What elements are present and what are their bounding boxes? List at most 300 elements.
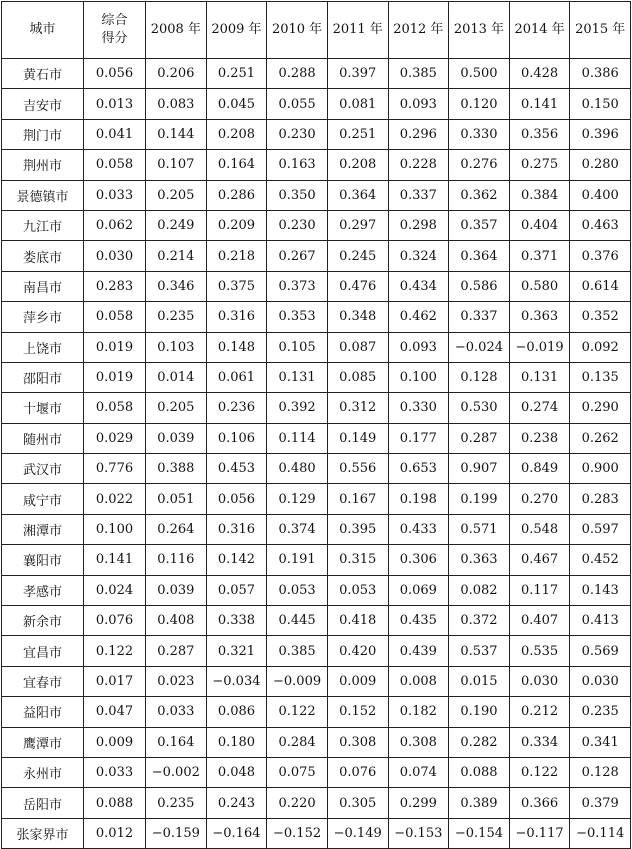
score-cell: 0.041 xyxy=(84,119,146,149)
year-value-cell: 0.308 xyxy=(388,727,449,757)
table-row xyxy=(2,89,631,119)
year-value-cell: 0.580 xyxy=(509,271,570,301)
year-value-cell: 0.243 xyxy=(206,788,267,818)
score-cell: 0.030 xyxy=(84,241,146,271)
year-value-cell: 0.400 xyxy=(570,180,631,210)
year-value-cell: 0.251 xyxy=(327,119,388,149)
year-value-cell: 0.180 xyxy=(206,727,267,757)
year-value-cell: 0.597 xyxy=(570,514,631,544)
year-value-cell: 0.033 xyxy=(146,697,207,727)
score-cell: 0.009 xyxy=(84,727,146,757)
year-value-cell: 0.206 xyxy=(146,59,207,89)
year-value-cell: 0.128 xyxy=(449,362,510,392)
year-value-cell: 0.321 xyxy=(206,636,267,666)
score-cell: 0.100 xyxy=(84,514,146,544)
year-value-cell: 0.198 xyxy=(388,484,449,514)
score-cell: 0.058 xyxy=(84,302,146,332)
year-value-cell: 0.106 xyxy=(206,423,267,453)
year-value-cell: 0.131 xyxy=(509,362,570,392)
year-value-cell: 0.051 xyxy=(146,484,207,514)
year-value-cell: 0.338 xyxy=(206,606,267,636)
table-row xyxy=(2,727,631,757)
year-value-cell: 0.056 xyxy=(206,484,267,514)
year-value-cell: 0.117 xyxy=(509,575,570,605)
year-value-cell: 0.023 xyxy=(146,666,207,696)
year-value-cell: 0.048 xyxy=(206,757,267,787)
year-value-cell: 0.235 xyxy=(146,788,207,818)
year-value-cell: 0.008 xyxy=(388,666,449,696)
year-value-cell: 0.363 xyxy=(509,302,570,332)
year-value-cell: 0.092 xyxy=(570,332,631,362)
year-value-cell: 0.280 xyxy=(570,150,631,180)
table-row xyxy=(2,606,631,636)
year-value-cell: 0.500 xyxy=(449,59,510,89)
year-value-cell: 0.236 xyxy=(206,393,267,423)
year-value-cell: 0.015 xyxy=(449,666,510,696)
year-value-cell: 0.209 xyxy=(206,210,267,240)
year-value-cell: 0.374 xyxy=(267,514,328,544)
year-value-cell: 0.337 xyxy=(449,302,510,332)
year-value-cell: 0.030 xyxy=(509,666,570,696)
year-value-cell: 0.191 xyxy=(267,545,328,575)
year-value-cell: −0.149 xyxy=(327,818,388,848)
year-value-cell: 0.404 xyxy=(509,210,570,240)
year-value-cell: 0.306 xyxy=(388,545,449,575)
city-cell: 襄阳市 xyxy=(2,545,84,575)
year-value-cell: 0.167 xyxy=(327,484,388,514)
year-value-cell: 0.463 xyxy=(570,210,631,240)
year-value-cell: 0.283 xyxy=(570,484,631,514)
year-value-cell: 0.284 xyxy=(267,727,328,757)
year-value-cell: 0.164 xyxy=(206,150,267,180)
year-value-cell: 0.030 xyxy=(570,666,631,696)
year-value-cell: 0.122 xyxy=(267,697,328,727)
year-value-cell: 0.164 xyxy=(146,727,207,757)
table-row xyxy=(2,241,631,271)
year-value-cell: 0.296 xyxy=(388,119,449,149)
city-cell: 新余市 xyxy=(2,606,84,636)
table-row xyxy=(2,514,631,544)
score-cell: 0.017 xyxy=(84,666,146,696)
year-value-cell: 0.571 xyxy=(449,514,510,544)
year-value-cell: 0.135 xyxy=(570,362,631,392)
year-value-cell: 0.357 xyxy=(449,210,510,240)
year-value-cell: 0.238 xyxy=(509,423,570,453)
city-cell: 鹰潭市 xyxy=(2,727,84,757)
year-value-cell: 0.556 xyxy=(327,454,388,484)
year-value-cell: 0.177 xyxy=(388,423,449,453)
year-value-cell: 0.408 xyxy=(146,606,207,636)
score-cell: 0.062 xyxy=(84,210,146,240)
year-value-cell: 0.297 xyxy=(327,210,388,240)
year-value-cell: 0.152 xyxy=(327,697,388,727)
city-cell: 上饶市 xyxy=(2,332,84,362)
year-value-cell: −0.159 xyxy=(146,818,207,848)
score-cell: 0.776 xyxy=(84,454,146,484)
city-cell: 湘潭市 xyxy=(2,514,84,544)
year-value-cell: 0.235 xyxy=(146,302,207,332)
city-cell: 景德镇市 xyxy=(2,180,84,210)
year-value-cell: 0.384 xyxy=(509,180,570,210)
year-value-cell: 0.445 xyxy=(267,606,328,636)
header-year: 2011 年 xyxy=(327,2,388,59)
year-value-cell: 0.330 xyxy=(388,393,449,423)
year-value-cell: 0.014 xyxy=(146,362,207,392)
score-cell: 0.076 xyxy=(84,606,146,636)
year-value-cell: 0.148 xyxy=(206,332,267,362)
year-value-cell: 0.053 xyxy=(267,575,328,605)
year-value-cell: 0.039 xyxy=(146,423,207,453)
year-value-cell: −0.117 xyxy=(509,818,570,848)
year-value-cell: 0.375 xyxy=(206,271,267,301)
city-cell: 南昌市 xyxy=(2,271,84,301)
year-value-cell: 0.057 xyxy=(206,575,267,605)
year-value-cell: −0.002 xyxy=(146,757,207,787)
city-cell: 九江市 xyxy=(2,210,84,240)
year-value-cell: 0.467 xyxy=(509,545,570,575)
year-value-cell: 0.364 xyxy=(449,241,510,271)
table-row xyxy=(2,393,631,423)
year-value-cell: 0.537 xyxy=(449,636,510,666)
year-value-cell: −0.024 xyxy=(449,332,510,362)
score-cell: 0.047 xyxy=(84,697,146,727)
year-value-cell: −0.164 xyxy=(206,818,267,848)
year-value-cell: 0.262 xyxy=(570,423,631,453)
score-cell: 0.019 xyxy=(84,362,146,392)
score-cell: 0.122 xyxy=(84,636,146,666)
table-body xyxy=(2,59,631,849)
year-value-cell: 0.093 xyxy=(388,89,449,119)
year-value-cell: 0.122 xyxy=(509,757,570,787)
year-value-cell: −0.009 xyxy=(267,666,328,696)
score-cell: 0.029 xyxy=(84,423,146,453)
year-value-cell: −0.019 xyxy=(509,332,570,362)
score-cell: 0.024 xyxy=(84,575,146,605)
year-value-cell: −0.152 xyxy=(267,818,328,848)
year-value-cell: 0.316 xyxy=(206,302,267,332)
year-value-cell: 0.435 xyxy=(388,606,449,636)
year-value-cell: 0.214 xyxy=(146,241,207,271)
year-value-cell: 0.093 xyxy=(388,332,449,362)
year-value-cell: 0.245 xyxy=(327,241,388,271)
city-cell: 吉安市 xyxy=(2,89,84,119)
year-value-cell: 0.462 xyxy=(388,302,449,332)
year-value-cell: −0.114 xyxy=(570,818,631,848)
year-value-cell: 0.308 xyxy=(327,727,388,757)
year-value-cell: 0.530 xyxy=(449,393,510,423)
year-value-cell: 0.433 xyxy=(388,514,449,544)
score-cell: 0.141 xyxy=(84,545,146,575)
table-row xyxy=(2,150,631,180)
year-value-cell: 0.163 xyxy=(267,150,328,180)
score-cell: 0.013 xyxy=(84,89,146,119)
year-value-cell: 0.107 xyxy=(146,150,207,180)
year-value-cell: 0.389 xyxy=(449,788,510,818)
city-cell: 武汉市 xyxy=(2,454,84,484)
year-value-cell: 0.395 xyxy=(327,514,388,544)
year-value-cell: 0.407 xyxy=(509,606,570,636)
year-value-cell: 0.270 xyxy=(509,484,570,514)
year-value-cell: 0.143 xyxy=(570,575,631,605)
year-value-cell: 0.385 xyxy=(267,636,328,666)
year-value-cell: 0.249 xyxy=(146,210,207,240)
table-row xyxy=(2,332,631,362)
year-value-cell: 0.287 xyxy=(449,423,510,453)
year-value-cell: 0.082 xyxy=(449,575,510,605)
city-cell: 咸宁市 xyxy=(2,484,84,514)
year-value-cell: 0.428 xyxy=(509,59,570,89)
year-value-cell: 0.586 xyxy=(449,271,510,301)
year-value-cell: 0.081 xyxy=(327,89,388,119)
year-value-cell: 0.087 xyxy=(327,332,388,362)
year-value-cell: 0.373 xyxy=(267,271,328,301)
year-value-cell: 0.418 xyxy=(327,606,388,636)
table-row xyxy=(2,210,631,240)
year-value-cell: 0.190 xyxy=(449,697,510,727)
year-value-cell: 0.569 xyxy=(570,636,631,666)
year-value-cell: 0.276 xyxy=(449,150,510,180)
year-value-cell: 0.128 xyxy=(570,757,631,787)
year-value-cell: 0.299 xyxy=(388,788,449,818)
year-value-cell: 0.235 xyxy=(570,697,631,727)
city-cell: 张家界市 xyxy=(2,818,84,848)
city-cell: 十堰市 xyxy=(2,393,84,423)
city-cell: 荆州市 xyxy=(2,150,84,180)
year-value-cell: 0.305 xyxy=(327,788,388,818)
year-value-cell: 0.055 xyxy=(267,89,328,119)
year-value-cell: 0.039 xyxy=(146,575,207,605)
table-row xyxy=(2,302,631,332)
year-value-cell: 0.341 xyxy=(570,727,631,757)
year-value-cell: 0.267 xyxy=(267,241,328,271)
year-value-cell: 0.205 xyxy=(146,393,207,423)
year-value-cell: 0.218 xyxy=(206,241,267,271)
year-value-cell: 0.452 xyxy=(570,545,631,575)
year-value-cell: 0.230 xyxy=(267,119,328,149)
table-row xyxy=(2,271,631,301)
year-value-cell: 0.274 xyxy=(509,393,570,423)
year-value-cell: 0.230 xyxy=(267,210,328,240)
city-cell: 益阳市 xyxy=(2,697,84,727)
year-value-cell: 0.362 xyxy=(449,180,510,210)
year-value-cell: 0.653 xyxy=(388,454,449,484)
year-value-cell: 0.350 xyxy=(267,180,328,210)
header-year: 2013 年 xyxy=(449,2,510,59)
header-year: 2014 年 xyxy=(509,2,570,59)
year-value-cell: 0.348 xyxy=(327,302,388,332)
year-value-cell: 0.288 xyxy=(267,59,328,89)
year-value-cell: 0.366 xyxy=(509,788,570,818)
year-value-cell: 0.086 xyxy=(206,697,267,727)
year-value-cell: 0.287 xyxy=(146,636,207,666)
year-value-cell: 0.131 xyxy=(267,362,328,392)
year-value-cell: 0.129 xyxy=(267,484,328,514)
year-value-cell: 0.069 xyxy=(388,575,449,605)
year-value-cell: 0.298 xyxy=(388,210,449,240)
year-value-cell: 0.212 xyxy=(509,697,570,727)
city-cell: 永州市 xyxy=(2,757,84,787)
score-cell: 0.022 xyxy=(84,484,146,514)
year-value-cell: 0.371 xyxy=(509,241,570,271)
table-row xyxy=(2,59,631,89)
year-value-cell: 0.275 xyxy=(509,150,570,180)
year-value-cell: 0.286 xyxy=(206,180,267,210)
year-value-cell: 0.074 xyxy=(388,757,449,787)
score-cell: 0.088 xyxy=(84,788,146,818)
city-cell: 岳阳市 xyxy=(2,788,84,818)
header-year: 2010 年 xyxy=(267,2,328,59)
year-value-cell: 0.100 xyxy=(388,362,449,392)
year-value-cell: 0.053 xyxy=(327,575,388,605)
score-cell: 0.019 xyxy=(84,332,146,362)
year-value-cell: 0.199 xyxy=(449,484,510,514)
table-row xyxy=(2,697,631,727)
year-value-cell: 0.085 xyxy=(327,362,388,392)
city-cell: 宜昌市 xyxy=(2,636,84,666)
year-value-cell: 0.120 xyxy=(449,89,510,119)
year-value-cell: 0.396 xyxy=(570,119,631,149)
city-cell: 萍乡市 xyxy=(2,302,84,332)
year-value-cell: 0.548 xyxy=(509,514,570,544)
year-value-cell: 0.352 xyxy=(570,302,631,332)
year-value-cell: 0.315 xyxy=(327,545,388,575)
year-value-cell: 0.397 xyxy=(327,59,388,89)
year-value-cell: 0.103 xyxy=(146,332,207,362)
year-value-cell: 0.316 xyxy=(206,514,267,544)
year-value-cell: 0.150 xyxy=(570,89,631,119)
year-value-cell: 0.312 xyxy=(327,393,388,423)
year-value-cell: 0.144 xyxy=(146,119,207,149)
header-year: 2008 年 xyxy=(146,2,207,59)
table-row xyxy=(2,757,631,787)
table-header xyxy=(2,2,631,59)
year-value-cell: 0.476 xyxy=(327,271,388,301)
year-value-cell: 0.480 xyxy=(267,454,328,484)
year-value-cell: 0.420 xyxy=(327,636,388,666)
year-value-cell: 0.434 xyxy=(388,271,449,301)
year-value-cell: 0.142 xyxy=(206,545,267,575)
year-value-cell: 0.364 xyxy=(327,180,388,210)
year-value-cell: 0.376 xyxy=(570,241,631,271)
year-value-cell: 0.045 xyxy=(206,89,267,119)
year-value-cell: 0.141 xyxy=(509,89,570,119)
year-value-cell: 0.208 xyxy=(206,119,267,149)
data-table xyxy=(1,1,631,849)
year-value-cell: 0.535 xyxy=(509,636,570,666)
year-value-cell: 0.182 xyxy=(388,697,449,727)
year-value-cell: 0.208 xyxy=(327,150,388,180)
header-year: 2012 年 xyxy=(388,2,449,59)
year-value-cell: 0.061 xyxy=(206,362,267,392)
year-value-cell: 0.088 xyxy=(449,757,510,787)
year-value-cell: −0.154 xyxy=(449,818,510,848)
year-value-cell: 0.849 xyxy=(509,454,570,484)
year-value-cell: 0.228 xyxy=(388,150,449,180)
year-value-cell: 0.264 xyxy=(146,514,207,544)
year-value-cell: 0.290 xyxy=(570,393,631,423)
year-value-cell: 0.353 xyxy=(267,302,328,332)
score-cell: 0.033 xyxy=(84,180,146,210)
year-value-cell: 0.346 xyxy=(146,271,207,301)
year-value-cell: 0.330 xyxy=(449,119,510,149)
year-value-cell: 0.220 xyxy=(267,788,328,818)
table-row xyxy=(2,666,631,696)
year-value-cell: 0.075 xyxy=(267,757,328,787)
year-value-cell: −0.034 xyxy=(206,666,267,696)
city-cell: 邵阳市 xyxy=(2,362,84,392)
city-cell: 娄底市 xyxy=(2,241,84,271)
year-value-cell: 0.907 xyxy=(449,454,510,484)
year-value-cell: 0.116 xyxy=(146,545,207,575)
table-row xyxy=(2,119,631,149)
year-value-cell: 0.324 xyxy=(388,241,449,271)
year-value-cell: −0.153 xyxy=(388,818,449,848)
table-row xyxy=(2,788,631,818)
year-value-cell: 0.900 xyxy=(570,454,631,484)
table-row xyxy=(2,545,631,575)
header-row xyxy=(2,2,631,59)
year-value-cell: 0.282 xyxy=(449,727,510,757)
score-cell: 0.058 xyxy=(84,150,146,180)
header-year: 2015 年 xyxy=(570,2,631,59)
table-row xyxy=(2,575,631,605)
year-value-cell: 0.372 xyxy=(449,606,510,636)
year-value-cell: 0.413 xyxy=(570,606,631,636)
year-value-cell: 0.083 xyxy=(146,89,207,119)
table-row xyxy=(2,454,631,484)
year-value-cell: 0.149 xyxy=(327,423,388,453)
year-value-cell: 0.388 xyxy=(146,454,207,484)
year-value-cell: 0.334 xyxy=(509,727,570,757)
year-value-cell: 0.379 xyxy=(570,788,631,818)
score-cell: 0.058 xyxy=(84,393,146,423)
city-cell: 随州市 xyxy=(2,423,84,453)
table-row xyxy=(2,818,631,848)
year-value-cell: 0.386 xyxy=(570,59,631,89)
score-cell: 0.056 xyxy=(84,59,146,89)
year-value-cell: 0.439 xyxy=(388,636,449,666)
header-year: 2009 年 xyxy=(206,2,267,59)
header-city: 城市 xyxy=(2,2,84,59)
table-row xyxy=(2,636,631,666)
city-cell: 黄石市 xyxy=(2,59,84,89)
header-score: 综合 得分 xyxy=(84,2,146,59)
year-value-cell: 0.356 xyxy=(509,119,570,149)
year-value-cell: 0.205 xyxy=(146,180,207,210)
year-value-cell: 0.453 xyxy=(206,454,267,484)
year-value-cell: 0.363 xyxy=(449,545,510,575)
city-cell: 宜春市 xyxy=(2,666,84,696)
year-value-cell: 0.076 xyxy=(327,757,388,787)
city-cell: 孝感市 xyxy=(2,575,84,605)
year-value-cell: 0.009 xyxy=(327,666,388,696)
year-value-cell: 0.385 xyxy=(388,59,449,89)
year-value-cell: 0.114 xyxy=(267,423,328,453)
year-value-cell: 0.105 xyxy=(267,332,328,362)
score-cell: 0.283 xyxy=(84,271,146,301)
year-value-cell: 0.337 xyxy=(388,180,449,210)
table-row xyxy=(2,362,631,392)
city-cell: 荆门市 xyxy=(2,119,84,149)
year-value-cell: 0.251 xyxy=(206,59,267,89)
table-row xyxy=(2,423,631,453)
year-value-cell: 0.392 xyxy=(267,393,328,423)
table-row xyxy=(2,484,631,514)
table-row xyxy=(2,180,631,210)
year-value-cell: 0.614 xyxy=(570,271,631,301)
score-cell: 0.012 xyxy=(84,818,146,848)
score-cell: 0.033 xyxy=(84,757,146,787)
